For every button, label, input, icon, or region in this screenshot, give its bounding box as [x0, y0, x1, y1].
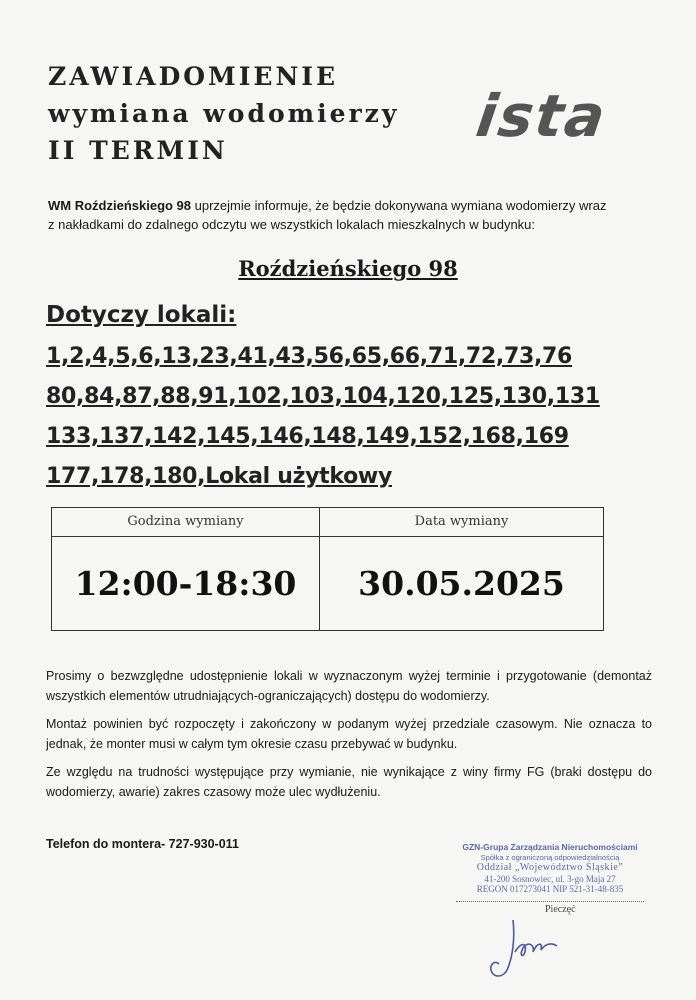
time-value: 12:00-18:30	[74, 564, 297, 603]
intro-line2: z nakładkami do zdalnego odczytu we wszystkich lokalach mieszkalnych w budynku:	[48, 217, 536, 232]
lokale-line: 177,178,180,Lokal użytkowy	[46, 464, 392, 489]
company-stamp	[456, 842, 644, 895]
date-header: Data wymiany	[320, 508, 603, 537]
address-heading	[0, 256, 696, 281]
phone-number: Telefon do montera- 727-930-011	[46, 837, 239, 851]
stamp-line: Spółka z ograniczoną odpowiedzialnością	[480, 852, 620, 862]
signature-line	[456, 901, 644, 902]
stamp-line: 41-200 Sosnowiec, ul. 3-go Maja 27	[484, 873, 616, 884]
lokale-line: 133,137,142,145,146,148,149,152,168,169	[46, 424, 569, 449]
stamp-line: GZN-Grupa Zarządzania Nieruchomościami	[462, 842, 638, 852]
stamp-line: REGON 017273041 NIP 521-31-48-835	[476, 884, 624, 894]
ista-logo: ista	[471, 82, 611, 150]
paragraph-access: Prosimy o bezwzględne udostępnienie lokali w wyznaczonym wyżej terminie i przygotowanie (demontaż wszystkich elementów utrudniających-ograniczających) dostępu do wodomierzy.	[46, 669, 652, 703]
lokale-heading: Dotyczy lokali:	[46, 302, 237, 328]
paragraph-timeframe: Montaż powinien być rozpoczęty i zakończony w podanym wyżej przedziale czasowym. Nie oznacza to jednak, że monter musi w całym tym okresie czasu przebywać w budynku.	[46, 717, 652, 751]
intro-line1: uprzejmie informuje, że będzie dokonywana wymiana wodomierzy wraz	[191, 198, 607, 213]
stamp-line: Oddział „Województwo Śląskie”	[476, 862, 624, 873]
address-text: Roździeńskiego 98	[238, 256, 458, 281]
stamp-label: Pieczęć	[545, 904, 576, 915]
notice-subtitle: wymiana wodomierzy	[48, 99, 400, 128]
notice-term: II TERMIN	[48, 136, 228, 165]
date-value: 30.05.2025	[358, 564, 565, 603]
lokale-line: 80,84,87,88,91,102,103,104,120,125,130,131	[46, 384, 600, 409]
handwritten-signature	[485, 912, 575, 987]
lokale-line: 1,2,4,5,6,13,23,41,43,56,65,66,71,72,73,76	[46, 344, 573, 369]
intro-bold: WM Roździeńskiego 98	[48, 198, 192, 213]
paragraph-delay: Ze względu na trudności występujące przy wymianie, nie wynikające z winy firmy FG (braki dostępu do wodomierzy, awarie) zakres czasowy może ulec wydłużeniu.	[46, 765, 652, 799]
notice-title: ZAWIADOMIENIE	[48, 62, 339, 91]
time-header: Godzina wymiany	[52, 508, 319, 537]
intro-text	[48, 196, 648, 234]
schedule-table	[51, 507, 604, 631]
